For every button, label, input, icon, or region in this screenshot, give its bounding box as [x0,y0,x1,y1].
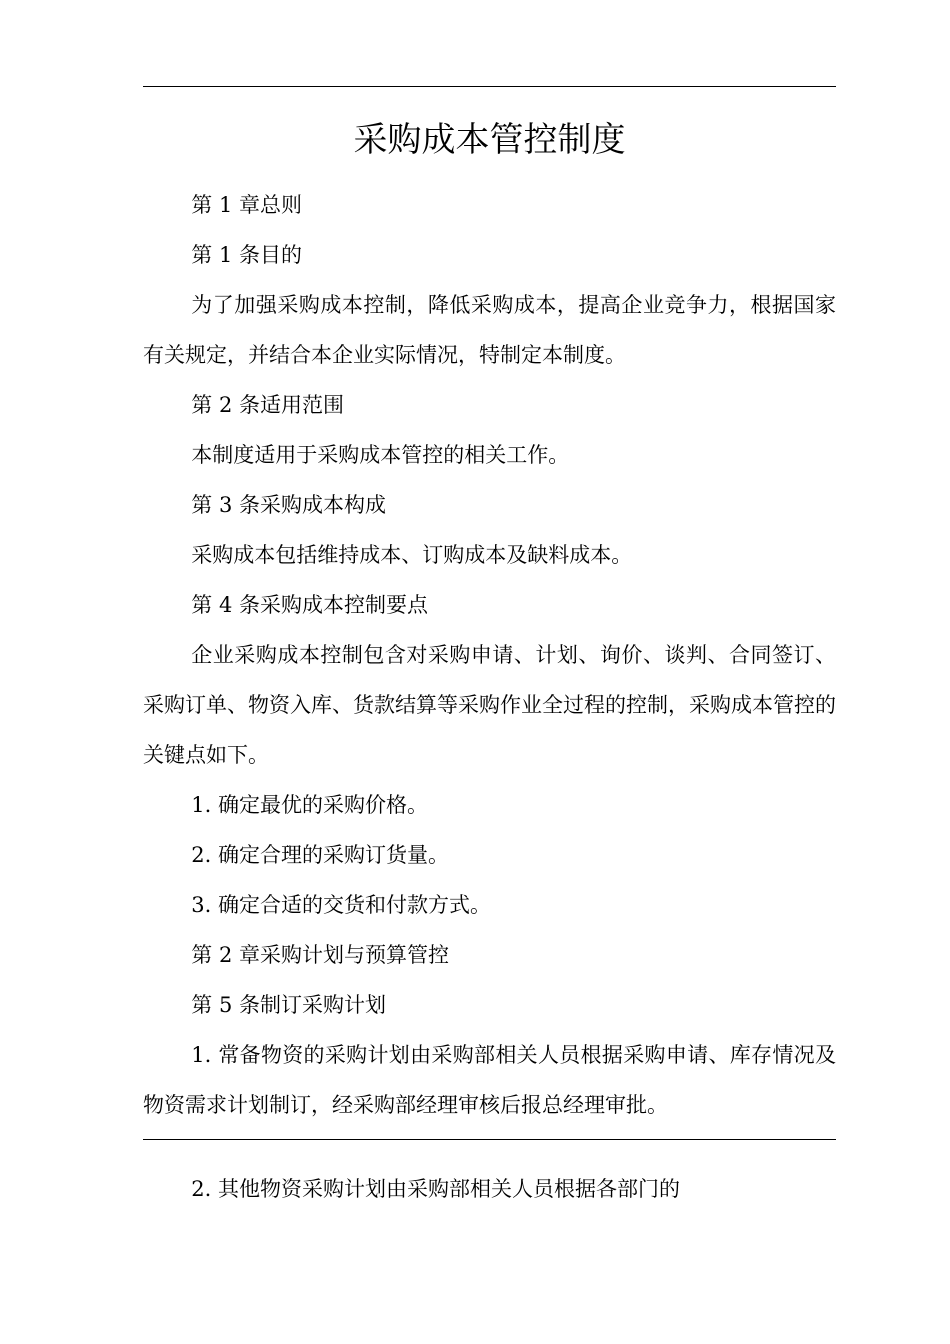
paragraph: 本制度适用于采购成本管控的相关工作。 [191,443,570,467]
paragraph: 为了加强采购成本控制，降低采购成本，提高企业竞争力，根据国家有关规定，并结合本企业实际情况，特制定本制度。 [143,293,836,367]
article-heading: 第 5 条制订采购计划 [191,993,387,1017]
document-title: 采购成本管控制度 [353,120,626,160]
article-heading: 第 2 条适用范围 [191,393,345,417]
article-heading: 第 4 条采购成本控制要点 [191,593,429,617]
list-item: 2. 其他物资采购计划由采购部相关人员根据各部门的 [191,1177,681,1201]
list-item: 1. 确定最优的采购价格。 [191,793,429,817]
article-heading: 第 3 条采购成本构成 [191,493,387,517]
page-break-rule [143,1139,836,1140]
document-body [143,180,836,1130]
chapter-heading: 第 1 章总则 [191,193,303,217]
paragraph: 企业采购成本控制包含对采购申请、计划、询价、谈判、合同签订、采购订单、物资入库、货款结算等采购作业全过程的控制，采购成本管控的关键点如下。 [143,643,836,767]
list-item: 1. 常备物资的采购计划由采购部相关人员根据采购申请、库存情况及物资需求计划制订，经采购部经理审核后报总经理审批。 [143,1043,836,1117]
list-item: 3. 确定合适的交货和付款方式。 [191,893,492,917]
list-item: 2. 确定合理的采购订货量。 [191,843,450,867]
chapter-heading: 第 2 章采购计划与预算管控 [191,943,450,967]
next-page-content [143,1164,836,1214]
header-rule [143,86,836,87]
article-heading: 第 1 条目的 [191,243,303,267]
paragraph: 采购成本包括维持成本、订购成本及缺料成本。 [191,543,633,567]
